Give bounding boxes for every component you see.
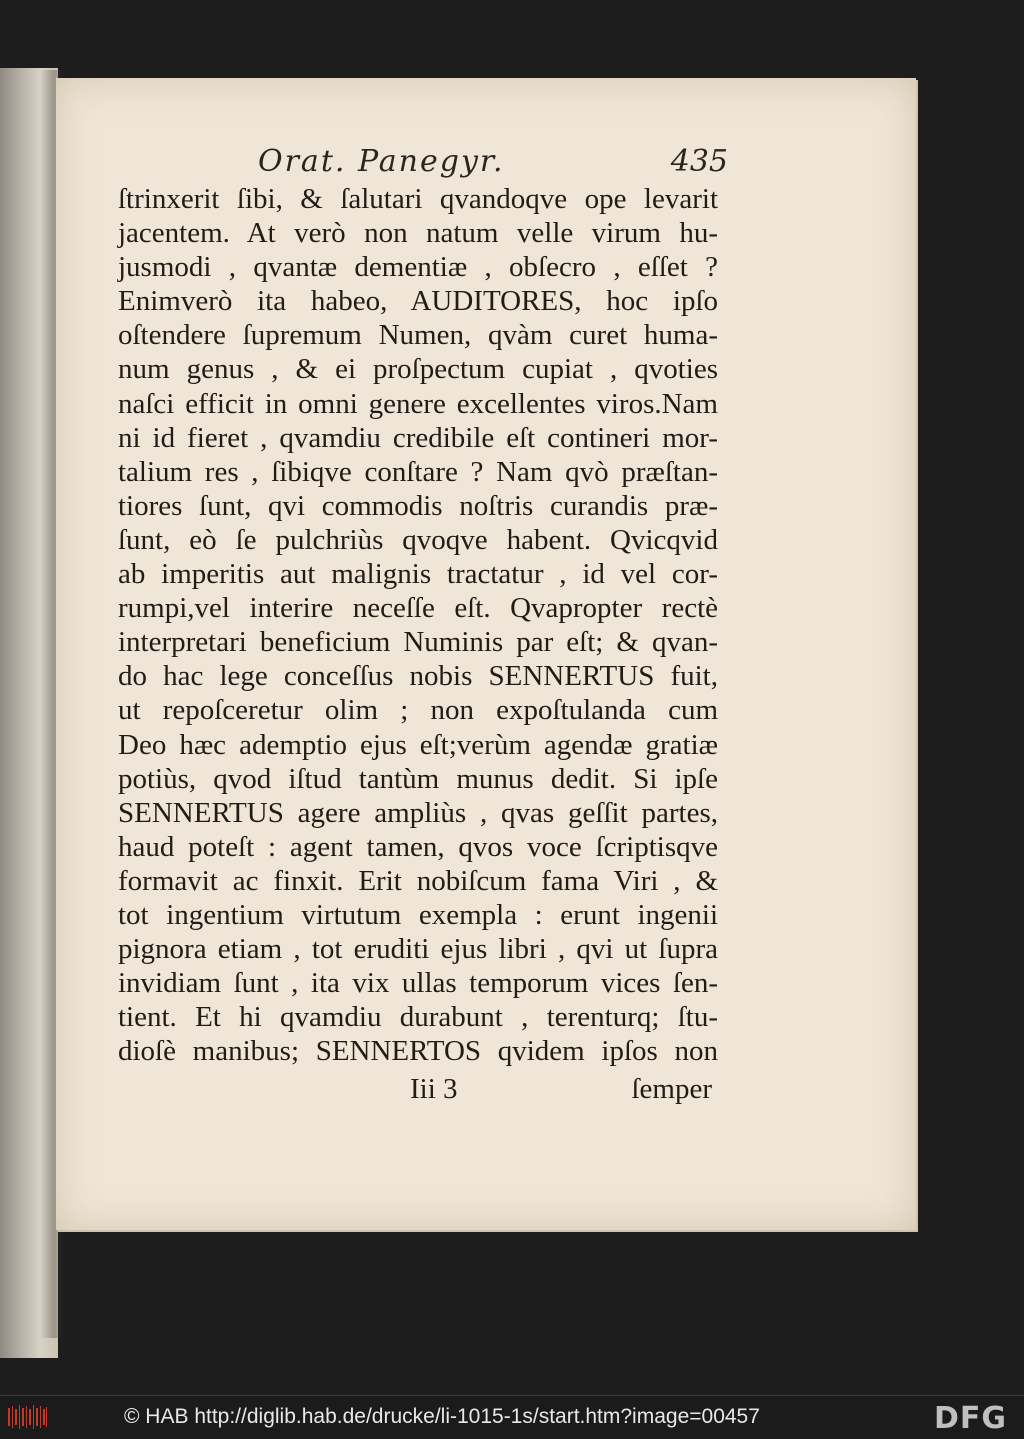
text-line: naſci efficit in omni genere excellentes viros.Nam: [118, 387, 718, 420]
text-line: tot ingentium virtutum exempla : erunt ingenii: [118, 898, 718, 931]
page-number: 435: [670, 144, 728, 179]
page-foot: [118, 1073, 718, 1109]
text-line: tiores ſunt, qvi commodis noſtris curandis præ-: [118, 489, 718, 522]
text-line: potiùs, qvod iſtud tantùm munus dedit. Si ipſe: [118, 762, 718, 795]
copyright-link[interactable]: © HAB http://diglib.hab.de/drucke/li-1015-1s/start.htm?image=00457: [124, 1405, 760, 1428]
text-line: Deo hæc ademptio ejus eſt;verùm agendæ gratiæ: [118, 728, 718, 761]
text-line: dioſè manibus; SENNERTOS qvidem ipſos non: [118, 1035, 718, 1068]
text-line: SENNERTUS agere ampliùs , qvas geſſit partes,: [118, 796, 718, 829]
text-line: ab imperitis aut malignis tractatur , id vel cor-: [118, 558, 718, 591]
body-text: [118, 182, 718, 1068]
text-line: do hac lege conceſſus nobis SENNERTUS fuit,: [118, 660, 718, 693]
text-line: ſunt, eò ſe pulchriùs qvoqve habent. Qvicqvid: [118, 523, 718, 556]
text-line: ſtrinxerit ſibi, & ſalutari qvandoqve ope levarit: [118, 183, 718, 215]
text-line: Enimverò ita habeo, AUDITORES, hoc ipſo: [118, 285, 718, 318]
dfg-logo[interactable]: DFG: [934, 1401, 1008, 1436]
text-line: pignora etiam , tot eruditi ejus libri , qvi ut ſupra: [118, 933, 718, 966]
running-title: Orat. Panegyr.: [258, 144, 505, 179]
text-line: rumpi,vel interire neceſſe eſt. Qvapropter rectè: [118, 592, 718, 625]
viewer-footer: [0, 1395, 1024, 1439]
text-line: ni id fieret , qvamdiu credibile eſt contineri mor-: [118, 421, 718, 454]
text-line: tient. Et hi qvamdiu durabunt , terenturq; ſtu-: [118, 1001, 718, 1034]
text-line: formavit ac finxit. Erit nobiſcum fama Viri , &: [118, 864, 718, 897]
catchword: ſemper: [631, 1073, 712, 1105]
text-line: haud poteſt : agent tamen, qvos voce ſcriptisqve: [118, 830, 718, 863]
signature-mark: Iii 3: [410, 1073, 458, 1105]
text-line: invidiam ſunt , ita vix ullas temporum vices ſen-: [118, 967, 718, 1000]
text-line: oſtendere ſupremum Numen, qvàm curet huma-: [118, 319, 718, 352]
text-line: num genus , & ei proſpectum cupiat , qvoties: [118, 353, 718, 386]
text-line: jusmodi , qvantæ dementiæ , obſecro , eſſet ?: [118, 251, 718, 284]
text-line: talium res , ſibiqve conſtare ? Nam qvò præſtan-: [118, 455, 718, 488]
text-line: jacentem. At verò non natum velle virum hu-: [118, 217, 718, 250]
text-line: interpretari beneficium Numinis par eſt; & qvan-: [118, 626, 718, 659]
text-line: ut repoſceretur olim ; non expoſtulanda cum: [118, 694, 718, 727]
hab-barcode-logo[interactable]: [8, 1404, 48, 1430]
running-head: [258, 144, 728, 184]
